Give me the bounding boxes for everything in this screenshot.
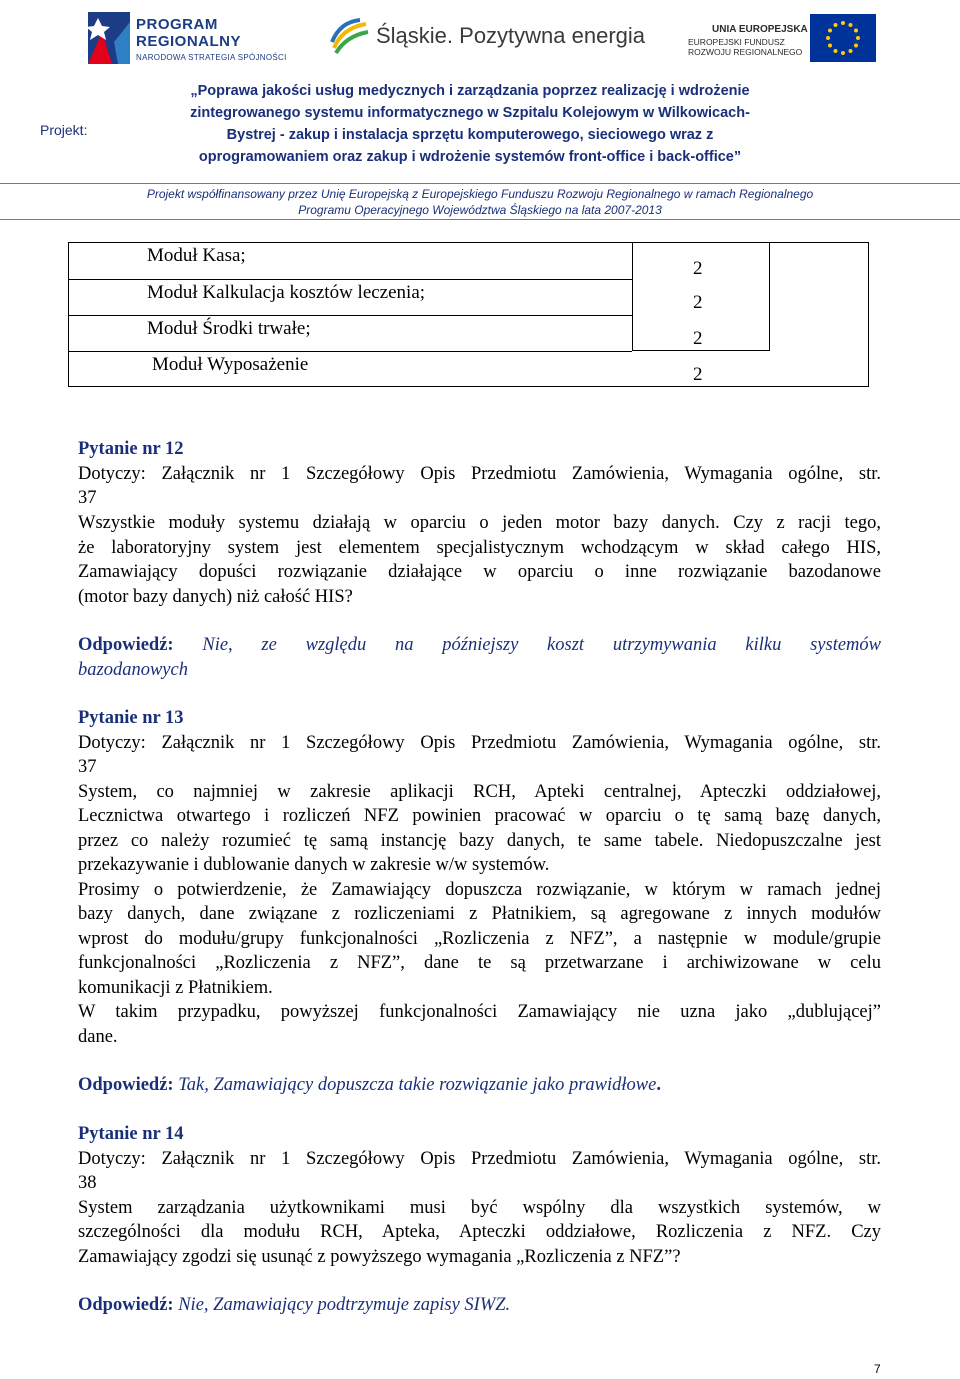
table-row-divider [69,279,632,280]
table-row-name: Moduł Wyposażenie [152,354,309,375]
strategy-text: NARODOWA STRATEGIA SPÓJNOŚCI [136,53,287,62]
program-regionalny-mark-icon [88,12,130,64]
answer-label: Odpowiedź: [78,635,174,655]
table-row-value: 2 [693,328,703,349]
project-title-line: „Poprawa jakości usług medycznych i zarządzania poprzez realizację i wdrożenie [190,83,750,99]
question-13-title: Pytanie nr 13 [78,708,184,728]
table-row-value: 2 [693,364,703,385]
question-12-text-line: Zamawiający dopuści rozwiązanie działające w oparciu o inne rozwiązanie bazodanowe [78,562,881,582]
header-divider [0,183,960,184]
answer-label: Odpowiedź: [78,1075,174,1095]
answer-text: Nie, ze względu na późniejszy koszt utrzymywania kilku systemów [202,635,881,655]
question-14-text-line: szczególności dla modułu RCH, Apteka, Apteczki oddziałowe, Rozliczenia z NFZ. Czy [78,1222,881,1242]
question-12-reference-page: 37 [78,488,97,508]
eu-flag-icon [810,14,876,62]
question-12-answer [78,633,881,658]
question-13-text-line: komunikacji z Płatnikiem. [78,978,273,998]
header-divider [0,219,960,220]
answer-label: Odpowiedź: [78,1295,174,1315]
question-13-text-line: przekazywanie i dublowanie danych w zakresie w/w systemów. [78,855,550,875]
question-14-answer [78,1293,881,1318]
question-13-text-line: Lecznictwa otwartego i rozliczeń NFZ powinien pracować w oparciu o tę samą bazę danych, [78,806,881,826]
regionalny-text: REGIONALNY [136,33,242,50]
question-12-title: Pytanie nr 12 [78,439,184,459]
question-12-text-line: (motor bazy danych) niż całość HIS? [78,587,353,607]
eu-logo [680,14,880,64]
question-13-text-line: wprost do modułu/grupy funkcjonalności „Rozliczenia z NFZ”, a następnie w module/grupie [78,929,881,949]
project-title-line: oprogramowaniem oraz zakup i wdrożenie systemów front-office i back-office” [198,149,742,165]
question-13-text-line: W takim przypadku, powyższej funkcjonalności Zamawiający nie uzna jako „dublującej” [78,1002,881,1022]
question-13-text-line: funkcjonalności „Rozliczenia z NFZ”, dane te są przetwarzane i archiwizowane w celu [78,953,881,973]
question-14-reference-page: 38 [78,1173,97,1193]
program-text: PROGRAM [136,16,218,33]
question-13-reference-page: 37 [78,757,97,777]
question-14-text-line: System zarządzania użytkownikami musi być wspólny dla wszystkich systemów, w [78,1198,881,1218]
table-row-name: Moduł Kalkulacja kosztów leczenia; [147,282,426,303]
table-row-name: Moduł Środki trwałe; [147,318,311,339]
cofinancing-line: Projekt współfinansowany przez Unię Europejską z Europejskiego Funduszu Rozwoju Regionalnego w ramach Regionalnego [146,187,814,201]
cofinancing-note [0,186,960,218]
project-title [140,80,800,168]
question-13-text-line: dane. [78,1027,118,1047]
slaskie-wave-icon [330,18,370,56]
table-row-name: Moduł Kasa; [147,245,246,266]
question-12-reference: Dotyczy: Załącznik nr 1 Szczegółowy Opis Przedmiotu Zamówienia, Wymagania ogólne, str. [78,464,881,484]
question-13-answer [78,1073,881,1098]
question-14-text-line: Zamawiający zgodzi się usunąć z powyższego wymagania „Rozliczenia z NFZ”? [78,1247,681,1267]
eu-text-line1: UNIA EUROPEJSKA [712,24,808,35]
cofinancing-line: Programu Operacyjnego Województwa Śląskiego na lata 2007-2013 [298,203,662,217]
question-12-text-line: że laboratoryjny system jest elementem specjalistycznym wchodzącym w skład całego HIS, [78,538,881,558]
program-regionalny-logo [88,10,288,68]
project-title-line: Bystrej - zakup i instalacja sprzętu komputerowego, sieciowego wraz z [226,127,714,143]
question-13-text-line: bazy danych, dane związane z rozliczeniami z Płatnikiem, są agregowane z innych modułów [78,904,881,924]
answer-text: Tak, Zamawiający dopuszcza takie rozwiązanie jako prawidłowe [178,1075,657,1095]
question-13-reference: Dotyczy: Załącznik nr 1 Szczegółowy Opis Przedmiotu Zamówienia, Wymagania ogólne, str. [78,733,881,753]
slaskie-text: Śląskie. Pozytywna energia [376,23,646,48]
answer-text: Nie, Zamawiający podtrzymuje zapisy SIWZ. [178,1295,511,1315]
question-12-text-line: Wszystkie moduły systemu działają w oparciu o jeden motor bazy danych. Czy z racji tego, [78,513,881,533]
project-label: Projekt: [40,122,88,138]
question-13-text-line: Prosimy o potwierdzenie, że Zamawiający dopuszcza rozwiązanie, w którym w ramach jednej [78,880,881,900]
project-title-line: zintegrowanego systemu informatycznego w Szpitalu Kolejowym w Wilkowicach- [190,105,750,121]
answer-end: . [656,1075,661,1095]
table-row-divider [69,351,632,352]
table-row-value: 2 [693,292,703,313]
question-12-answer-cont: bazodanowych [78,660,188,680]
eu-text-line3: ROZWOJU REGIONALNEGO [688,47,803,57]
slaskie-logo [330,18,650,58]
table-row-divider [69,315,632,316]
question-14-reference: Dotyczy: Załącznik nr 1 Szczegółowy Opis Przedmiotu Zamówienia, Wymagania ogólne, str. [78,1149,881,1169]
eu-text-line2: EUROPEJSKI FUNDUSZ [688,37,785,47]
table-row-value: 2 [693,258,703,279]
page-number: 7 [874,1362,881,1376]
header-logos [0,0,960,70]
question-13-text-line: System, co najmniej w zakresie aplikacji RCH, Apteki centralnej, Apteczki oddziałowej, [78,782,881,802]
question-13-text-line: przez co należy rozumieć tę samą instancję bazy danych, te same tabele. Niedopuszczalne jest [78,831,881,851]
question-14-title: Pytanie nr 14 [78,1124,184,1144]
